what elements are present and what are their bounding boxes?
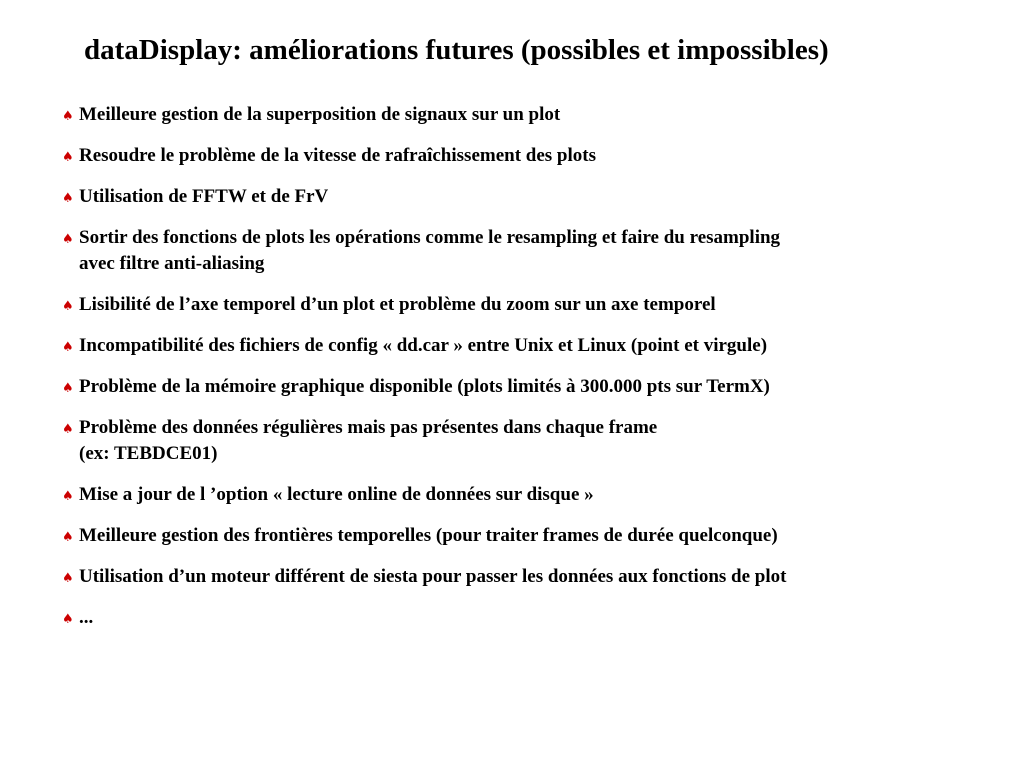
- bullet-text-line: Lisibilité de l’axe temporel d’un plot et problème du zoom sur un axe temporel: [79, 294, 716, 315]
- bullet-item: [62, 333, 962, 359]
- slide-title: dataDisplay: améliorations futures (possibles et impossibles): [84, 34, 829, 66]
- bullet-item: [62, 102, 962, 128]
- spade-bullet-icon: ♠: [62, 489, 74, 504]
- bullet-text-line: Problème des données régulières mais pas présentes dans chaque frame: [79, 417, 658, 438]
- bullet-item: [62, 184, 962, 210]
- bullet-text-line: Utilisation d’un moteur différent de siesta pour passer les données aux fonctions de plot: [79, 566, 787, 587]
- spade-bullet-icon: ♠: [62, 150, 74, 165]
- bullet-item: [62, 415, 962, 467]
- bullet-text-line: Resoudre le problème de la vitesse de rafraîchissement des plots: [79, 145, 596, 166]
- bullet-item: [62, 225, 962, 277]
- bullet-item: [62, 143, 962, 169]
- bullet-text-line: Mise a jour de l ’option « lecture online de données sur disque »: [79, 484, 594, 505]
- bullet-item: [62, 482, 962, 508]
- bullet-item: [62, 605, 962, 631]
- spade-bullet-icon: ♠: [62, 109, 74, 124]
- bullet-item: [62, 564, 962, 590]
- bullet-item: [62, 523, 962, 549]
- spade-bullet-icon: ♠: [62, 340, 74, 355]
- spade-bullet-icon: ♠: [62, 299, 74, 314]
- bullet-text-line: Problème de la mémoire graphique disponible (plots limités à 300.000 pts sur TermX): [79, 376, 770, 397]
- bullet-text-line: Sortir des fonctions de plots les opérations comme le resampling et faire du resampling: [79, 227, 781, 248]
- spade-bullet-icon: ♠: [62, 381, 74, 396]
- bullet-item: [62, 374, 962, 400]
- spade-bullet-icon: ♠: [62, 422, 74, 437]
- spade-bullet-icon: ♠: [62, 232, 74, 247]
- bullet-list: [62, 102, 962, 646]
- spade-bullet-icon: ♠: [62, 191, 74, 206]
- bullet-text-line: Meilleure gestion des frontières temporelles (pour traiter frames de durée quelconque): [79, 525, 778, 546]
- bullet-text-line: (ex: TEBDCE01): [79, 443, 218, 464]
- bullet-text-line: Utilisation de FFTW et de FrV: [79, 186, 329, 207]
- bullet-text-line: avec filtre anti-aliasing: [79, 253, 265, 274]
- spade-bullet-icon: ♠: [62, 612, 74, 627]
- bullet-item: [62, 292, 962, 318]
- spade-bullet-icon: ♠: [62, 530, 74, 545]
- spade-bullet-icon: ♠: [62, 571, 74, 586]
- bullet-text-line: ...: [79, 607, 94, 628]
- bullet-text-line: Meilleure gestion de la superposition de signaux sur un plot: [79, 104, 561, 125]
- bullet-text-line: Incompatibilité des fichiers de config « dd.car » entre Unix et Linux (point et virgule): [79, 335, 768, 356]
